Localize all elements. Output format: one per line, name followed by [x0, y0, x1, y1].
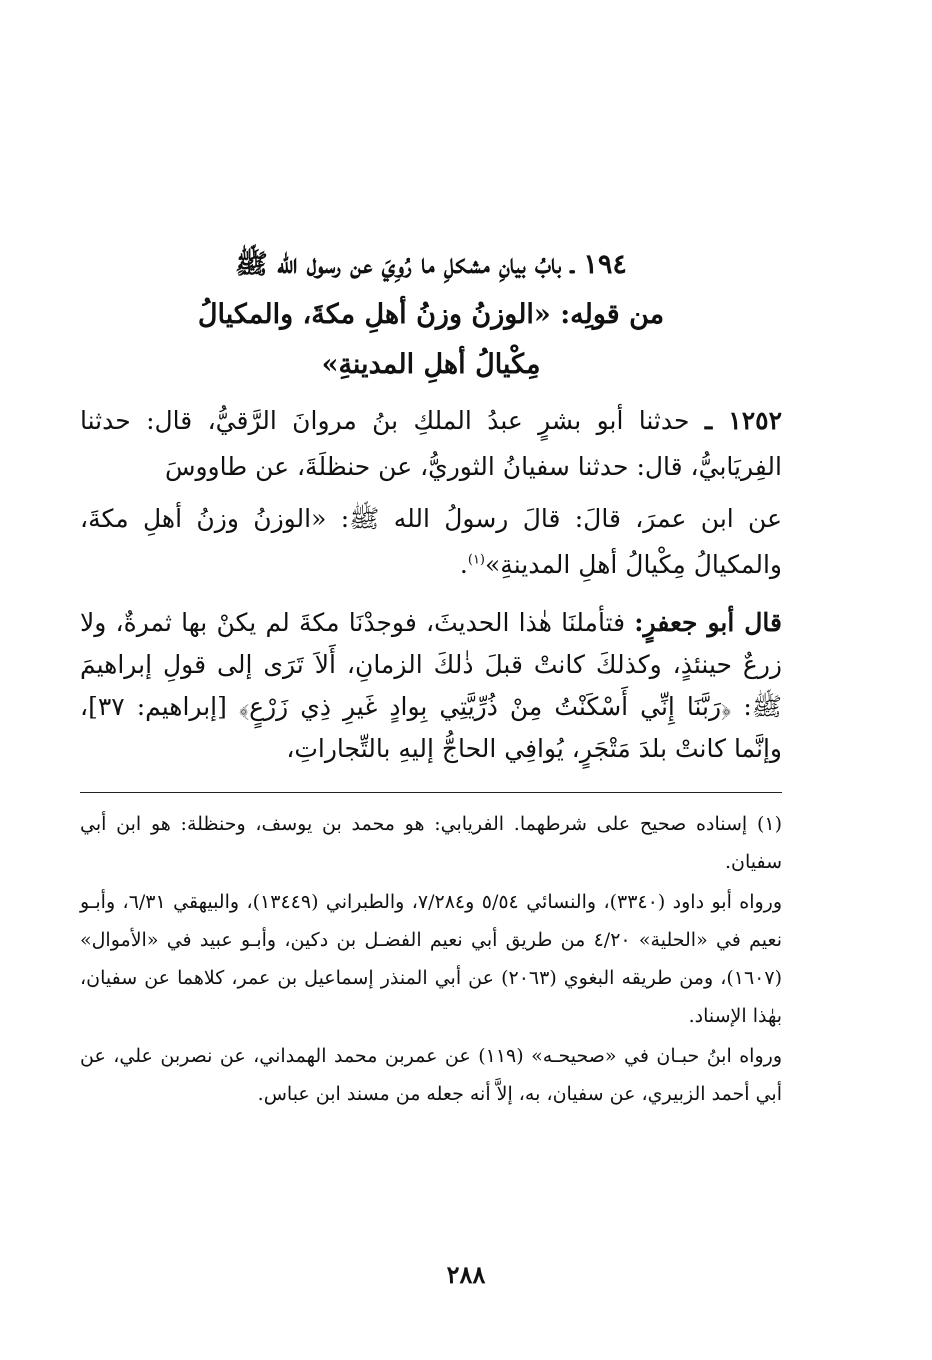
commentary-paragraph — [80, 602, 782, 770]
footnote-1-ibn-hibban: ورواه ابنُ حبـان في «صحيحـه» (١١٩) عن عمربن محمد الهمداني، عن نصربن علي، عن أبي أحمد الزبيري، عن سفيان، به، إلاَّ أنه جعله من مسند ابن عباس. — [80, 1045, 782, 1105]
hadith-number: ١٢٥٢ ـ — [704, 406, 782, 435]
book-page — [80, 240, 782, 1340]
chapter-title-line-1: ١٩٤ ـ بابُ بيانِ مشكلِ ما رُوِيَ عن رسول الله ﷺ — [235, 249, 627, 280]
chapter-title-line-2: من قولِه: «الوزنُ وزنُ أهلِ مكةَ، والمكيالُ — [197, 299, 665, 330]
footnote-reference: (١) — [467, 552, 485, 568]
commentary-speaker: قال أبو جعفرٍ: — [634, 608, 782, 637]
footnote-1: (١) إسناده صحيح على شرطهما. الفريابي: هو محمد بن يوسف، وحنظلة: هو ابن أبي سفيان. — [80, 813, 782, 873]
hadith-matn — [80, 496, 782, 588]
footnote-1-continued: ورواه أبو داود (٣٣٤٠)، والنسائي ٥/٥٤ و٧/٢٨٤، والطبراني (١٣٤٤٩)، والبيهقي ٦/٣١، وأبـو نعيم في «الحلية» ٤/٢٠ من طريق أبي نعيم الفضـل بن دكين، وأبـو عبيد في «الأموال» (١٦٠٧)، ومن طريقه البغوي (٢٠٦٣) عن أبي المنذر إسماعيل بن عمر، كلاهما عن سفيان، بهٰذا الإسناد. — [80, 891, 783, 1027]
hadith-isnad — [80, 398, 782, 490]
chapter-title — [80, 240, 782, 390]
footnote-divider — [80, 792, 782, 793]
hadith-matn-end: . — [459, 550, 468, 579]
page-number: ٢٨٨ — [446, 1260, 486, 1289]
commentary-text: فتأملنَا هٰذا الحديثَ، فوجدْنَا مكةَ لم يكنْ بها ثمرةٌ، ولا زرعٌ حينئذٍ، وكذلكَ كانتْ قبلَ ذٰلكَ الزمانِ، أَلاَ تَرَى إلى قولِ إبراهيمَ ﷺ: ﴿رَبَّنَا إِنِّي أَسْكَنْتُ مِنْ ذُرِّيَّتِي بِوادٍ غَيرِ ذِي زَرْعٍ﴾ [إبراهيم: ٣٧]، وإنَّما كانتْ بلدَ مَتْجَرٍ، يُوافِي الحاجُّ إليهِ بالتِّجاراتِ، — [80, 608, 782, 763]
chapter-title-line-3: مِكْيالُ أهلِ المدينةِ» — [321, 349, 541, 380]
hadith-isnad-text: حدثنا أبو بشرٍ عبدُ الملكِ بنُ مروانَ الرَّقيُّ، قال: حدثنا الفِريَابيُّ، قال: حدثنا سفيانُ الثوريُّ، عن حنظلَةَ، عن طاووسَ — [80, 406, 782, 481]
hadith-matn-text: عن ابن عمرَ، قالَ: قالَ رسولُ الله ﷺ: «الوزنُ وزنُ أهلِ مكةَ، والمكيالُ مِكْيالُ أهلِ المدينةِ» — [80, 504, 782, 579]
